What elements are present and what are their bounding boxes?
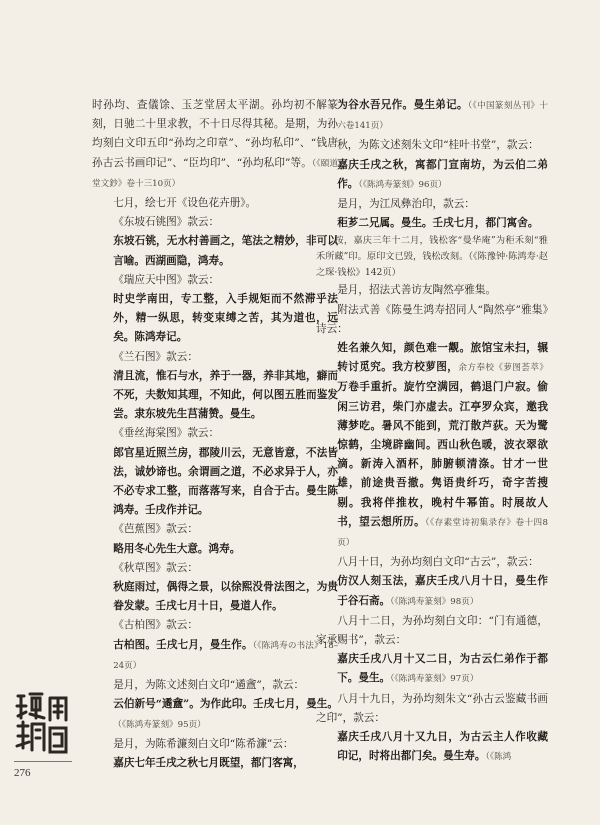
paragraph-text: 东坡石铫，无水村善画之，笔法之精妙，非可以言喻。西湖画隐，鸿寿。 bbox=[113, 235, 338, 267]
paragraph-text: 秋庭雨过，偶得之景，以徐熙没骨法图之，为贵眷发蒙。壬戌七月十日，曼道人作。 bbox=[113, 581, 338, 613]
citation-note: 余方奉校《萝图荟萃》 bbox=[458, 363, 548, 374]
paragraph-text: 姓名兼久知，颜色难一觏。旅馆宝未扫，辗转讨觅究。我方校萝图， bbox=[337, 342, 548, 374]
paragraph-text: 秬芗二兄属。曼生。壬戌七月，都门寓舍。 bbox=[337, 217, 539, 230]
left-paragraph bbox=[92, 348, 338, 367]
right-paragraph bbox=[316, 195, 548, 214]
paragraph-text: 《秋草图》款云： bbox=[113, 561, 198, 574]
paragraph-text: 是月，为陈希濂刻白文印“陈希濂”云： bbox=[113, 737, 294, 750]
left-paragraph bbox=[92, 735, 338, 754]
right-column bbox=[316, 96, 548, 768]
paragraph-text: 古柏图。壬戌七月，曼生作。 bbox=[113, 638, 253, 651]
left-paragraph bbox=[92, 194, 338, 213]
right-paragraph bbox=[316, 233, 548, 281]
left-paragraph bbox=[92, 695, 338, 734]
left-paragraph bbox=[92, 578, 338, 616]
paragraph-text: 略用冬心先生大意。鸿寿。 bbox=[113, 542, 241, 555]
paragraph-text: 嘉庆壬戌之秋，寓都门宣南坊，为云伯二弟作。 bbox=[337, 158, 548, 190]
left-column bbox=[92, 96, 338, 773]
citation-note: （《陈鸿寿篆刻》97页） bbox=[390, 674, 479, 685]
citation-note: （《中国篆刻丛刊》十六卷141页） bbox=[337, 101, 548, 132]
right-paragraph bbox=[316, 612, 548, 650]
left-paragraph bbox=[92, 290, 338, 348]
paragraph-text: 附法式善《陈曼生鸿寿招同人“陶然亭”雅集》诗云： bbox=[316, 303, 548, 335]
page-number: 276 bbox=[14, 767, 31, 779]
right-paragraph bbox=[316, 96, 548, 136]
citation-note: （《陈鸿寿の书法》18–24页） bbox=[113, 640, 338, 671]
paragraph-text: 是月，为陈文述刻白文印“遹盦”，款云： bbox=[113, 679, 305, 692]
left-paragraph bbox=[92, 616, 338, 635]
left-paragraph bbox=[92, 271, 338, 290]
left-paragraph bbox=[92, 559, 338, 578]
footer-rule bbox=[14, 761, 72, 762]
left-paragraph bbox=[92, 232, 338, 270]
citation-note: （《陈鸿 bbox=[485, 752, 512, 763]
citation-note: （《陈鸿寿篆刻》96页） bbox=[358, 179, 447, 190]
right-paragraph bbox=[316, 728, 548, 767]
paragraph-text: 郎官星近照兰房，郡陵川云，无意皆意，不法皆法，诚妙谛也。余谓画之道，不必求异于人，亦不必专求工整，而落落写来，自合于古。曼生陈鸿寿。壬戌作并记。 bbox=[113, 446, 338, 517]
paragraph-text: 《芭蕉图》款云： bbox=[113, 523, 198, 536]
right-paragraph bbox=[316, 553, 548, 572]
paragraph-text: 七月，绘七开《设色花卉册》。 bbox=[113, 197, 257, 210]
left-paragraph bbox=[92, 213, 338, 232]
left-paragraph bbox=[92, 424, 338, 443]
left-paragraph bbox=[92, 367, 338, 425]
paragraph-text: 秋，为陈文述刻朱文印“桂叶书堂”，款云： bbox=[337, 139, 539, 152]
paragraph-text: 《东坡石铫图》款云： bbox=[113, 216, 220, 229]
paragraph-text: 清且流，惟石与水，养于一器，养非其地，癖而不死，夫数知其理，不知此，何以图五胜而鉴发尝。隶东坡先生莒蒲赞。曼生。 bbox=[113, 369, 338, 421]
paragraph-text: 《古柏图》款云： bbox=[113, 619, 198, 632]
paragraph-text: 为谷水吾兄作。曼生弟记。 bbox=[337, 99, 468, 111]
right-paragraph bbox=[316, 136, 548, 155]
paragraph-text: 是月，为江凤彝治印，款云： bbox=[337, 198, 475, 211]
left-paragraph bbox=[92, 540, 338, 559]
book-title-logo bbox=[14, 690, 70, 756]
paragraph-text: 云伯新号“遹盦”。为作此印。壬戌七月，曼生。 bbox=[113, 698, 338, 711]
paragraph-text: 《瑞应天中图》款云： bbox=[113, 273, 220, 286]
left-paragraph bbox=[92, 96, 338, 194]
right-paragraph bbox=[316, 301, 548, 339]
right-paragraph bbox=[316, 650, 548, 689]
paragraph-text: 按，嘉庆三年十二月，钱松客“曼华庵”为秬禾刻“雅禾所藏”印。原印文已毁，钱松改刻。（《陈豫钟·陈鸿寿·赵之琛·钱松》142页） bbox=[316, 235, 548, 279]
paragraph-text: 八月十九日，为孙均刻朱文“孙古云鉴藏书画之印”，款云： bbox=[316, 692, 548, 724]
paragraph-text: 是月，招法式善访友陶然亭雅集。 bbox=[337, 284, 497, 297]
right-paragraph bbox=[316, 690, 548, 728]
left-paragraph bbox=[92, 520, 338, 539]
left-paragraph bbox=[92, 676, 338, 695]
paragraph-text: 嘉庆七年壬戌之秋七月既望，都门客寓， bbox=[113, 756, 304, 769]
right-paragraph bbox=[316, 214, 548, 233]
left-paragraph bbox=[92, 754, 338, 773]
right-paragraph bbox=[316, 572, 548, 611]
right-paragraph bbox=[316, 339, 548, 553]
citation-note: （《頤道堂文鈔》卷十三10页） bbox=[92, 158, 338, 189]
paragraph-text: 万卷手重折。旋竹空满园，鹤退门户寂。偷闲三访君，柴门亦虚去。江亭罗众宾，邀我薄梦吃。暑风不能到，荒汀散芦荻。天为鹭惊鹤，尘境辟幽间。西山秋色暖，波衣翠欲滴。新涛入酒杯，肺腑顿清涤。甘才一世雄，前途贵吾撤。隽语贵纤巧，奇字苦搜剔。我将伴推枚，晚村牛幂笛。时展故人书，望云想所历。 bbox=[337, 381, 548, 528]
paragraph-text: 《兰石图》款云： bbox=[113, 350, 198, 363]
paragraph-text: 八月十二日，为孙均刻白文印：“门有通德，家承赐书”，款云： bbox=[316, 614, 548, 647]
paragraph-text: 时史学南田，专工整，入手规矩而不然滞乎法外，精一纵思，转变束缚之苦，其为道也，远矣。陈鸿寿记。 bbox=[113, 293, 338, 344]
paragraph-text: 《垂丝海棠图》款云： bbox=[113, 427, 220, 440]
paragraph-text: 嘉庆壬戌八月十又九日，为古云主人作收藏印记，时将出都门矣。曼生寿。 bbox=[337, 731, 548, 763]
paragraph-text: 时孙均、查儀馀、玉芝堂居太平湖。孙均初不解篆刻，日驰二十里求教，不十日尽得其秘。是期，为孙均刻白文印五印“孙均之印章”、“孙均私印”、“钱唐孙古云书画印记”、“臣均印”、“孙均私印”等。 bbox=[92, 99, 338, 169]
right-paragraph bbox=[316, 281, 548, 300]
left-paragraph bbox=[92, 636, 338, 676]
paragraph-text: 八月十日，为孙均刻白文印“古云”，款云： bbox=[337, 556, 539, 569]
citation-note: （《存素堂诗初集录存》卷十四8页） bbox=[337, 517, 549, 549]
paragraph-text: 嘉庆壬戌八月十又二日，为古云仁弟作于都下。曼生。 bbox=[337, 653, 548, 685]
citation-note: （《陈鸿寿篆刻》98页） bbox=[390, 596, 479, 607]
right-paragraph bbox=[316, 156, 548, 195]
left-paragraph bbox=[92, 444, 338, 521]
citation-note: （《陈鸿寿篆刻》95页） bbox=[113, 719, 206, 730]
paragraph-text: 仿汉人刻玉法，嘉庆壬戌八月十日，曼生作于谷石斋。 bbox=[337, 575, 548, 607]
